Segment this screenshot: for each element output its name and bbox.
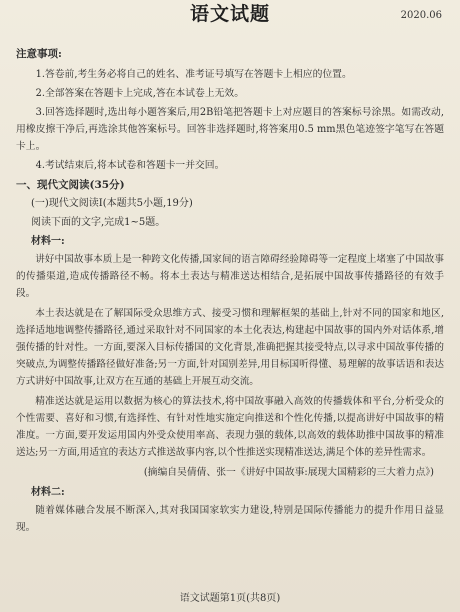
material-paragraph: 讲好中国故事本质上是一种跨文化传播,国家间的语言障碍经验障碍等一定程度上堵塞了中国故事的传播渠道,造成传播路径不畅。将本土表达与精准送达相结合,是拓展中国故事传播路径的有效手段。 <box>16 254 444 299</box>
note-item: 4.考试结束后,将本试卷和答题卡一并交回。 <box>35 160 225 171</box>
section-instruction: 阅读下面的文字,完成1~5题。 <box>31 217 166 228</box>
material-one-source: (摘编自吴倩倩、张一《讲好中国故事:展现大国精彩的三大着力点》) <box>143 467 434 478</box>
exam-date: 2020.06 <box>400 10 442 21</box>
note-item: 1.答卷前,考生务必将自己的姓名、准考证号填写在答题卡上相应的位置。 <box>35 69 352 80</box>
note-item: 3.回答选择题时,选出每小题答案后,用2B铅笔把答题卡上对应题目的答案标号涂黑。如需改动,用橡皮擦干净后,再选涂其他答案标号。回答非选择题时,将答案用0.5 mm黑色笔迹签字笔写在答题卡上。 <box>16 107 444 152</box>
section-title: 一、现代文阅读(35分) <box>16 179 125 191</box>
material-paragraph: 本土表达就是在了解国际受众思维方式、接受习惯和理解框架的基础上,针对不同的国家和地区,选择适地地调整传播路径,通过采取针对不同国家的本土化表达,构建起中国故事的国内外对话体系,增强传播的针对性。一方面,要深入目标传播国的文化背景,准确把握其接受特点,以寻求中国故事传播的突破点,为调整传播路径做好准备;另一方面,针对国别差异,用目标国听得懂、易理解的故事话语和表达方式讲好中国故事,让双方在互通的基础上开展互动交流。 <box>16 308 444 387</box>
material-paragraph: 精准送达就是运用以数据为核心的算法技术,将中国故事融入高效的传播载体和平台,分析受众的个性需要、喜好和习惯,有选择性、有针对性地实施定向推送和个性化传播,以提高讲好中国故事的精准度。一方面,要开发运用国内外受众使用率高、表现力强的载体,以高效的载体助推中国故事的精准送达;另一方面,用适宜的表达方式推送故事内容,以个性推送实现精准送达,满足个体的差异性需求。 <box>16 396 444 458</box>
material-one-label: 材料一: <box>31 236 65 247</box>
material-paragraph: 随着媒体融合发展不断深入,其对我国国家软实力建设,特别是国际传播能力的提升作用日益显现。 <box>16 505 444 533</box>
section-subtitle: (一)现代文阅读Ⅰ(本题共5小题,19分) <box>31 198 193 209</box>
note-item: 2.全部答案在答题卡上完成,答在本试卷上无效。 <box>35 88 244 99</box>
page-content <box>16 44 444 539</box>
material-two-label: 材料二: <box>31 487 65 498</box>
notes-heading: 注意事项: <box>16 48 62 60</box>
page-title: 语文试题 <box>189 3 270 25</box>
page-footer: 语文试题第1页(共8页) <box>179 593 281 604</box>
